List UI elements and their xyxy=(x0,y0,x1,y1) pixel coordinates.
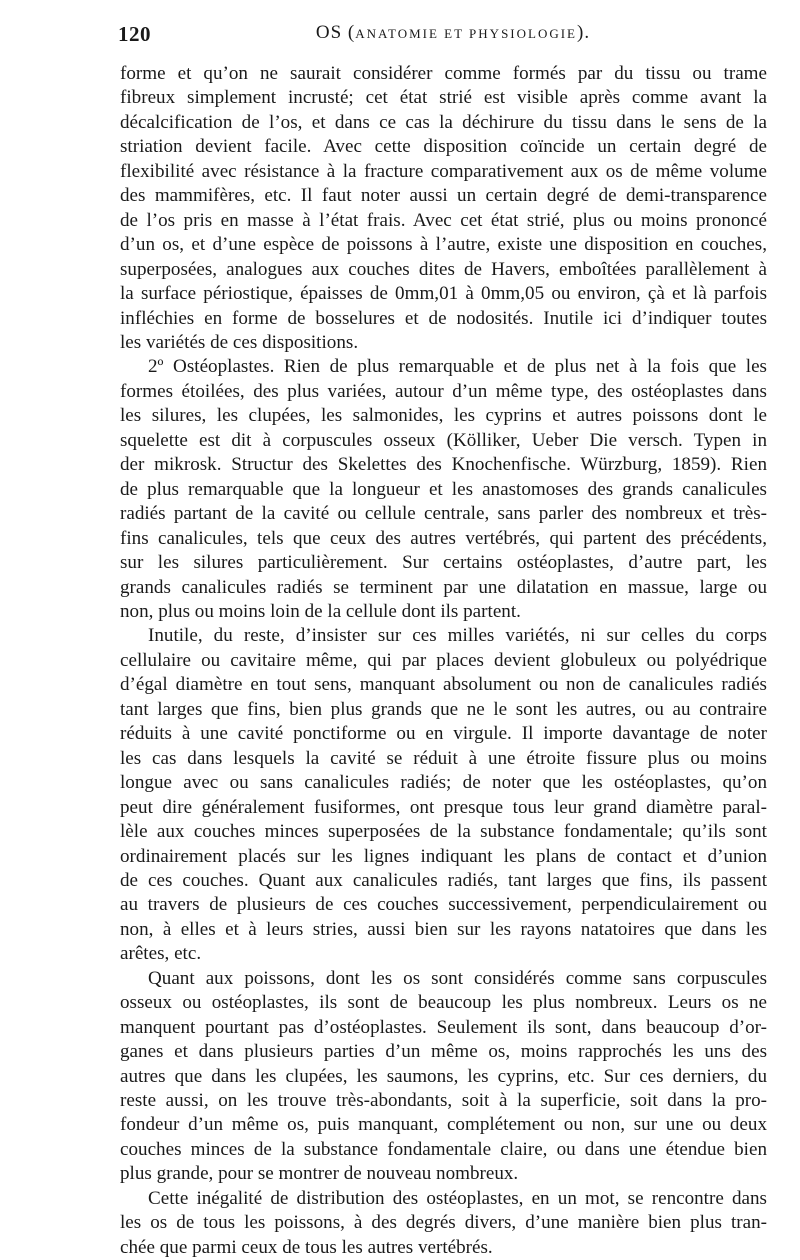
text-line: der mikrosk. Structur des Skelettes des Knochenfische. Würzburg, 1859). Rien xyxy=(120,454,767,476)
text-line: la surface périostique, épaisses de 0mm,01 à 0mm,05 ou environ, çà et là parfois xyxy=(120,283,767,305)
body-text xyxy=(120,62,767,1260)
text-line: radiés partant de la cavité ou cellule centrale, sans parler des nombreux et très- xyxy=(120,503,767,525)
text-line: non, plus ou moins loin de la cellule dont ils partent. xyxy=(120,600,521,622)
text-line: de ces couches. Quant aux canalicules radiés, tant larges que fins, ils passent xyxy=(120,869,767,891)
text-line: arêtes, etc. xyxy=(120,943,202,965)
text-line: striation devient facile. Avec cette disposition coïncide un certain degré de xyxy=(120,136,767,158)
text-line: grands canalicules radiés se terminent par une dilatation en massue, large ou xyxy=(120,576,767,598)
text-line: cellulaire ou cavitaire même, qui par places devient globuleux ou polyédrique xyxy=(120,649,767,671)
running-title-smallcaps: ANATOMIE ET PHYSIOLOGIE xyxy=(355,26,578,41)
text-line: tant larges que fins, bien plus grands que ne le sont les autres, ou au contraire xyxy=(120,698,767,720)
text-line: de l’os pris en masse à l’état frais. Avec cet état strié, plus ou moins prononcé xyxy=(120,209,767,231)
text-line: 2º Ostéoplastes. Rien de plus remarquable et de plus net à la fois que les xyxy=(148,356,767,378)
text-line: fins canalicules, tels que ceux des autres vertébrés, qui partent des précédents, xyxy=(120,527,767,549)
text-line: les os de tous les poissons, à des degrés divers, d’une manière bien plus tran- xyxy=(120,1212,767,1234)
text-line: ganes et dans plusieurs parties d’un même os, moins rapprochés les uns des xyxy=(120,1041,767,1063)
text-line: sur les silures particulièrement. Sur certains ostéoplastes, d’autre part, les xyxy=(120,552,767,574)
text-line: reste aussi, on les trouve très-abondants, soit à la superficie, soit dans la pro- xyxy=(120,1090,767,1112)
text-line: fondeur d’un même os, puis manquant, complétement ou non, sur une ou deux xyxy=(120,1114,767,1136)
text-line: Inutile, du reste, d’insister sur ces milles variétés, ni sur celles du corps xyxy=(148,625,767,647)
text-line: formes étoilées, des plus variées, autour d’un même type, des ostéoplastes dans xyxy=(120,380,767,402)
text-line: les silures, les clupées, les salmonides, les cyprins et autres poissons dont le xyxy=(120,405,767,427)
text-line: réduits à une cavité ponctiforme ou en virgule. Il importe davantage de noter xyxy=(120,723,767,745)
text-line: d’un os, et d’une espèce de poissons à l’autre, existe une disposition en couches, xyxy=(120,234,767,256)
text-line: d’égal diamètre en tout sens, manquant absolument ou non de canalicules radiés xyxy=(120,674,767,696)
text-line: osseux ou ostéoplastes, ils sont de beaucoup les plus nombreux. Leurs os ne xyxy=(120,992,767,1014)
text-line: couches minces de la substance fondamentale claire, ou dans une étendue bien xyxy=(120,1138,767,1160)
text-line: Quant aux poissons, dont les os sont considérés comme sans corpuscules xyxy=(148,967,767,989)
text-line: peut dire généralement fusiformes, ont presque tous leur grand diamètre paral- xyxy=(120,796,767,818)
text-line: Cette inégalité de distribution des ostéoplastes, en un mot, se rencontre dans xyxy=(148,1187,767,1209)
running-title-main: OS ( xyxy=(315,22,356,43)
text-line: flexibilité avec résistance à la fracture comparativement aux os de même volume xyxy=(120,160,767,182)
text-line: les cas dans lesquels la cavité se réduit à une étroite fissure plus ou moins xyxy=(120,747,767,769)
text-line: squelette est dit à corpuscules osseux (Kölliker, Ueber Die versch. Typen in xyxy=(120,429,767,451)
text-line: forme et qu’on ne saurait considérer comme formés par du tissu ou trame xyxy=(120,63,767,84)
text-line: ordinairement placés sur les lignes indiquant les plans de contact et d’union xyxy=(120,845,767,867)
text-line: des mammifères, etc. Il faut noter aussi un certain degré de demi-transparence xyxy=(120,185,767,207)
running-title xyxy=(118,22,766,44)
text-line: autres que dans les clupées, les saumons, les cyprins, etc. Sur ces derniers, du xyxy=(120,1065,767,1087)
running-header xyxy=(118,22,766,50)
text-line: longue avec ou sans canalicules radiés; de noter que les ostéoplastes, qu’on xyxy=(120,772,767,794)
text-line: chée que parmi ceux de tous les autres vertébrés. xyxy=(120,1236,493,1258)
text-line: superposées, analogues aux couches dites de Havers, emboîtées parallèlement à xyxy=(120,258,767,280)
text-line: de plus remarquable que la longueur et les anastomoses des grands canalicules xyxy=(120,478,767,500)
text-line: fibreux simplement incrusté; cet état strié est visible après comme avant la xyxy=(120,87,767,109)
text-line: non, à elles et à leurs stries, aussi bien sur les rayons natatoires que dans les xyxy=(120,918,767,940)
text-line: au travers de plusieurs de ces couches successivement, perpendiculairement ou xyxy=(120,894,767,916)
text-line: plus grande, pour se montrer de nouveau nombreux. xyxy=(120,1163,519,1185)
page-number: 120 xyxy=(118,22,151,46)
text-line: les variétés de ces dispositions. xyxy=(120,331,359,353)
text-line: décalcification de l’os, et dans ce cas la déchirure du tissu dans le sens de la xyxy=(120,111,767,133)
text-line: infléchies en forme de bosselures et de nodosités. Inutile ici d’indiquer toutes xyxy=(120,307,767,329)
running-title-end: ). xyxy=(577,22,591,43)
text-line: lèle aux couches minces superposées de la substance fondamentale; qu’ils sont xyxy=(120,821,767,843)
text-line: manquent pourtant pas d’ostéoplastes. Seulement ils sont, dans beaucoup d’or- xyxy=(120,1016,767,1038)
